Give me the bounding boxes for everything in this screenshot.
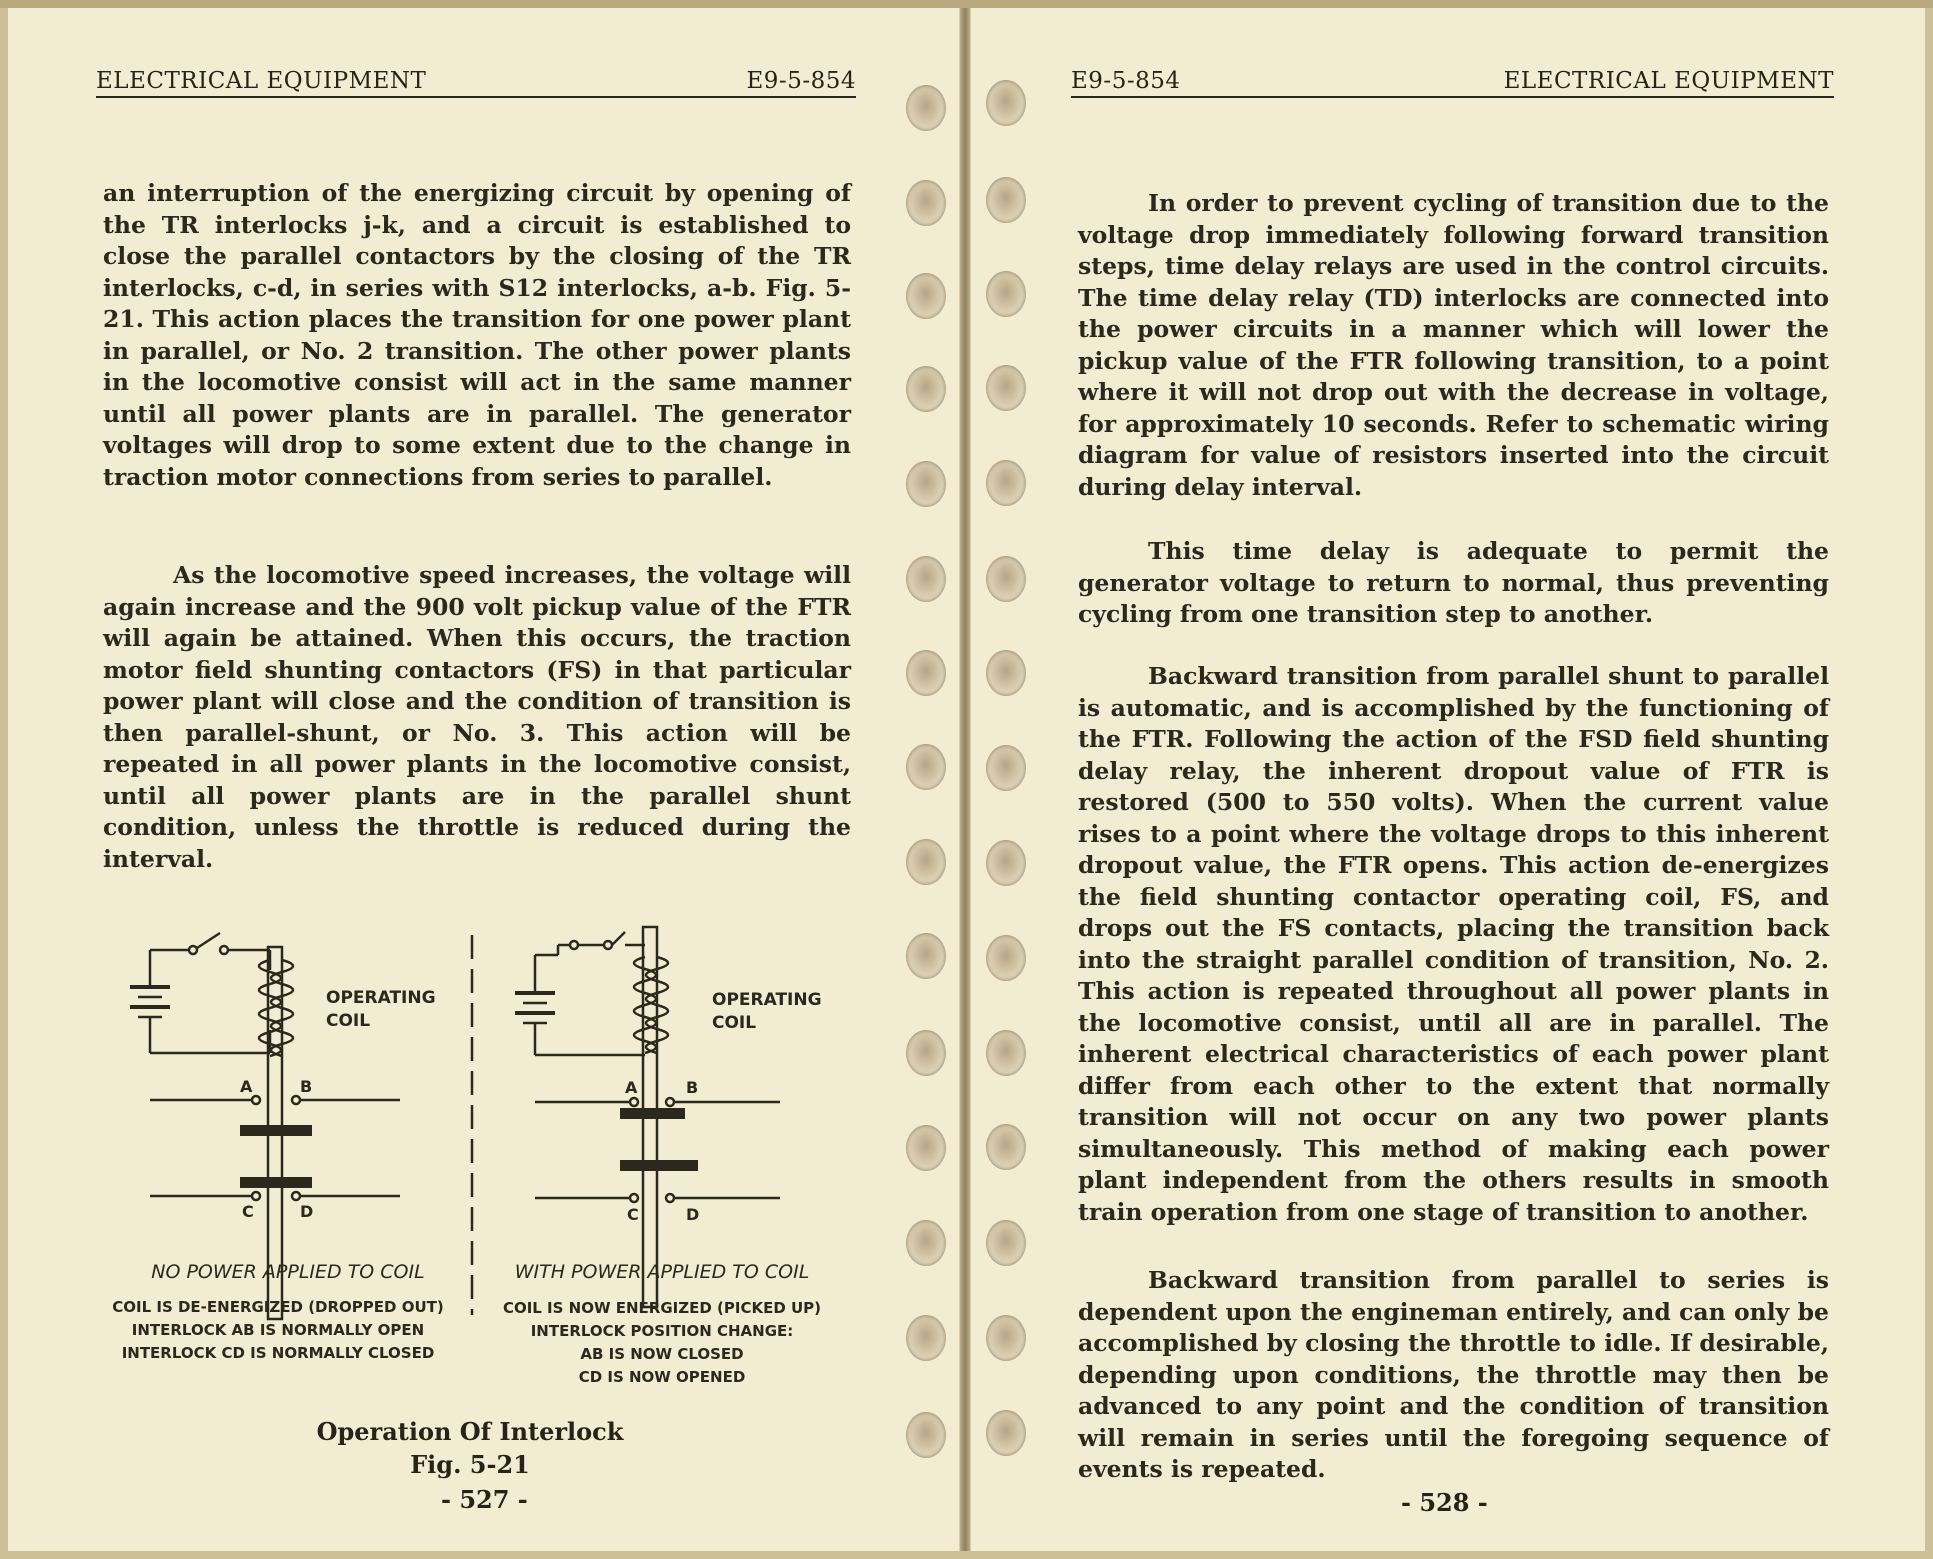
right-note-1: COIL IS NOW ENERGIZED (PICKED UP)	[502, 1299, 822, 1317]
right-label-b: B	[686, 1078, 699, 1097]
binding-hole	[986, 745, 1026, 791]
right-note-3: AB IS NOW CLOSED	[580, 1345, 744, 1363]
left-header-code: E9-5-854	[746, 68, 856, 94]
left-page-header	[96, 62, 856, 98]
left-page-number: - 527 -	[441, 1485, 528, 1514]
right-page-number: - 528 -	[1401, 1488, 1488, 1517]
binding-hole	[986, 80, 1026, 126]
right-coil-label-1: OPERATING	[712, 990, 822, 1010]
binding-hole	[986, 271, 1026, 317]
interlock-diagram	[100, 915, 860, 1395]
binding-hole	[906, 744, 946, 790]
binding-hole	[986, 650, 1026, 696]
binding-hole	[986, 1124, 1026, 1170]
left-coil-label-2: COIL	[326, 1011, 371, 1031]
binding-hole	[906, 1125, 946, 1171]
right-header-code: E9-5-854	[1071, 68, 1181, 94]
right-label-c: C	[627, 1205, 639, 1224]
figure-number: Fig. 5-21	[410, 1450, 530, 1479]
left-note-3: INTERLOCK CD IS NORMALLY CLOSED	[121, 1344, 435, 1362]
right-page-header	[1071, 62, 1834, 98]
left-coil-label-1: OPERATING	[326, 988, 436, 1008]
binding-hole	[986, 1220, 1026, 1266]
binding-hole	[906, 273, 946, 319]
binding-hole	[986, 1410, 1026, 1456]
binding-hole	[986, 177, 1026, 223]
right-header-title: ELECTRICAL EQUIPMENT	[1503, 68, 1834, 94]
left-label-c: C	[242, 1202, 254, 1221]
figure-title: Operation Of Interlock	[316, 1417, 624, 1446]
binding-hole	[906, 180, 946, 226]
binding-hole	[986, 556, 1026, 602]
book-gutter	[960, 8, 970, 1551]
binding-hole	[906, 1220, 946, 1266]
binding-hole	[986, 935, 1026, 981]
right-paragraph-2: This time delay is adequate to permit the generator voltage to return to normal, thus preventing cycling from one transition step to another.	[1078, 537, 1829, 628]
binding-hole	[906, 839, 946, 885]
binding-hole	[986, 460, 1026, 506]
left-paragraph-1: an interruption of the energizing circuit by opening of the TR interlocks j-k, and a circuit is established to close the parallel contactors by the closing of the TR interlocks, c-d, in series with S12 interlocks, a-b. Fig. 5-21. This action places the transition for one power plant in parallel, or No. 2 transition. The other power plants in the locomotive consist will act in the same manner until all power plants are in parallel. The generator voltages will drop to some extent due to the change in traction motor connections from series to parallel.	[103, 179, 851, 491]
left-paragraph-2: As the locomotive speed increases, the voltage will again increase and the 900 volt pickup value of the FTR will again be attained. When this occurs, the traction motor field shunting contactors (FS) in that particular power plant will close and the condition of transition is then parallel-shunt, or No. 3. This action will be repeated in all power plants in the locomotive consist, until all power plants are in the parallel shunt condition, unless the throttle is reduced during the interval.	[103, 561, 851, 873]
binding-hole	[986, 1030, 1026, 1076]
right-label-d: D	[686, 1205, 700, 1224]
right-paragraph-3: Backward transition from parallel shunt to parallel is automatic, and is accomplished by the functioning of the FTR. Following the action of the FSD field shunting delay relay, the inherent dropout value of FTR is restored (500 to 550 volts). When the current value rises to a point where the voltage drops to this inherent dropout value, the FTR opens. This action de-energizes the field shunting contactor operating coil, FS, and drops out the FS contacts, placing the transition back into the straight parallel condition of transition, No. 2. This action is repeated throughout all power plants in the locomotive consist, until all are in parallel. The inherent electrical characteristics of each power plant differ from each other to the extent that normally transition will not occur on any two power plants simultaneously. This method of making each power plant independent from the others results in smooth train operation from one stage of transition to another.	[1078, 662, 1829, 1226]
binding-hole	[906, 650, 946, 696]
right-note-2: INTERLOCK POSITION CHANGE:	[530, 1322, 794, 1340]
binding-hole	[906, 85, 946, 131]
right-paragraph-4: Backward transition from parallel to series is dependent upon the engineman entirely, and can only be accomplished by closing the throttle to idle. If desirable, depending upon conditions, the throttle may then be advanced to any point and the condition of transition will remain in series until the foregoing sequence of events is repeated.	[1078, 1266, 1829, 1483]
binding-hole	[906, 933, 946, 979]
binding-hole	[906, 1412, 946, 1458]
right-state-caption: WITH POWER APPLIED TO COIL	[514, 1261, 810, 1283]
right-assembly	[515, 927, 780, 1307]
binding-hole	[906, 1315, 946, 1361]
binding-hole	[906, 366, 946, 412]
right-label-a: A	[625, 1078, 638, 1097]
binding-hole	[906, 556, 946, 602]
left-state-caption: NO POWER APPLIED TO COIL	[151, 1261, 425, 1283]
binding-hole	[906, 461, 946, 507]
left-note-1: COIL IS DE-ENERGIZED (DROPPED OUT)	[112, 1298, 444, 1316]
scan-edge	[0, 0, 1933, 8]
binding-hole	[986, 1315, 1026, 1361]
right-paragraph-1: In order to prevent cycling of transition due to the voltage drop immediately following forward transition steps, time delay relays are used in the control circuits. The time delay relay (TD) interlocks are connected into the power circuits in a manner which will lower the pickup value of the FTR following transition, to a point where it will not drop out with the decrease in voltage, for approximately 10 seconds. Refer to schematic wiring diagram for value of resistors inserted into the circuit during delay interval.	[1078, 189, 1829, 501]
left-label-a: A	[240, 1077, 253, 1096]
binding-hole	[906, 1030, 946, 1076]
right-coil-label-2: COIL	[712, 1013, 757, 1033]
binding-hole	[986, 840, 1026, 886]
binding-hole	[986, 365, 1026, 411]
left-label-d: D	[300, 1202, 314, 1221]
right-note-4: CD IS NOW OPENED	[578, 1368, 746, 1386]
left-note-2: INTERLOCK AB IS NORMALLY OPEN	[131, 1321, 425, 1339]
left-header-title: ELECTRICAL EQUIPMENT	[96, 68, 427, 94]
left-label-b: B	[300, 1077, 313, 1096]
